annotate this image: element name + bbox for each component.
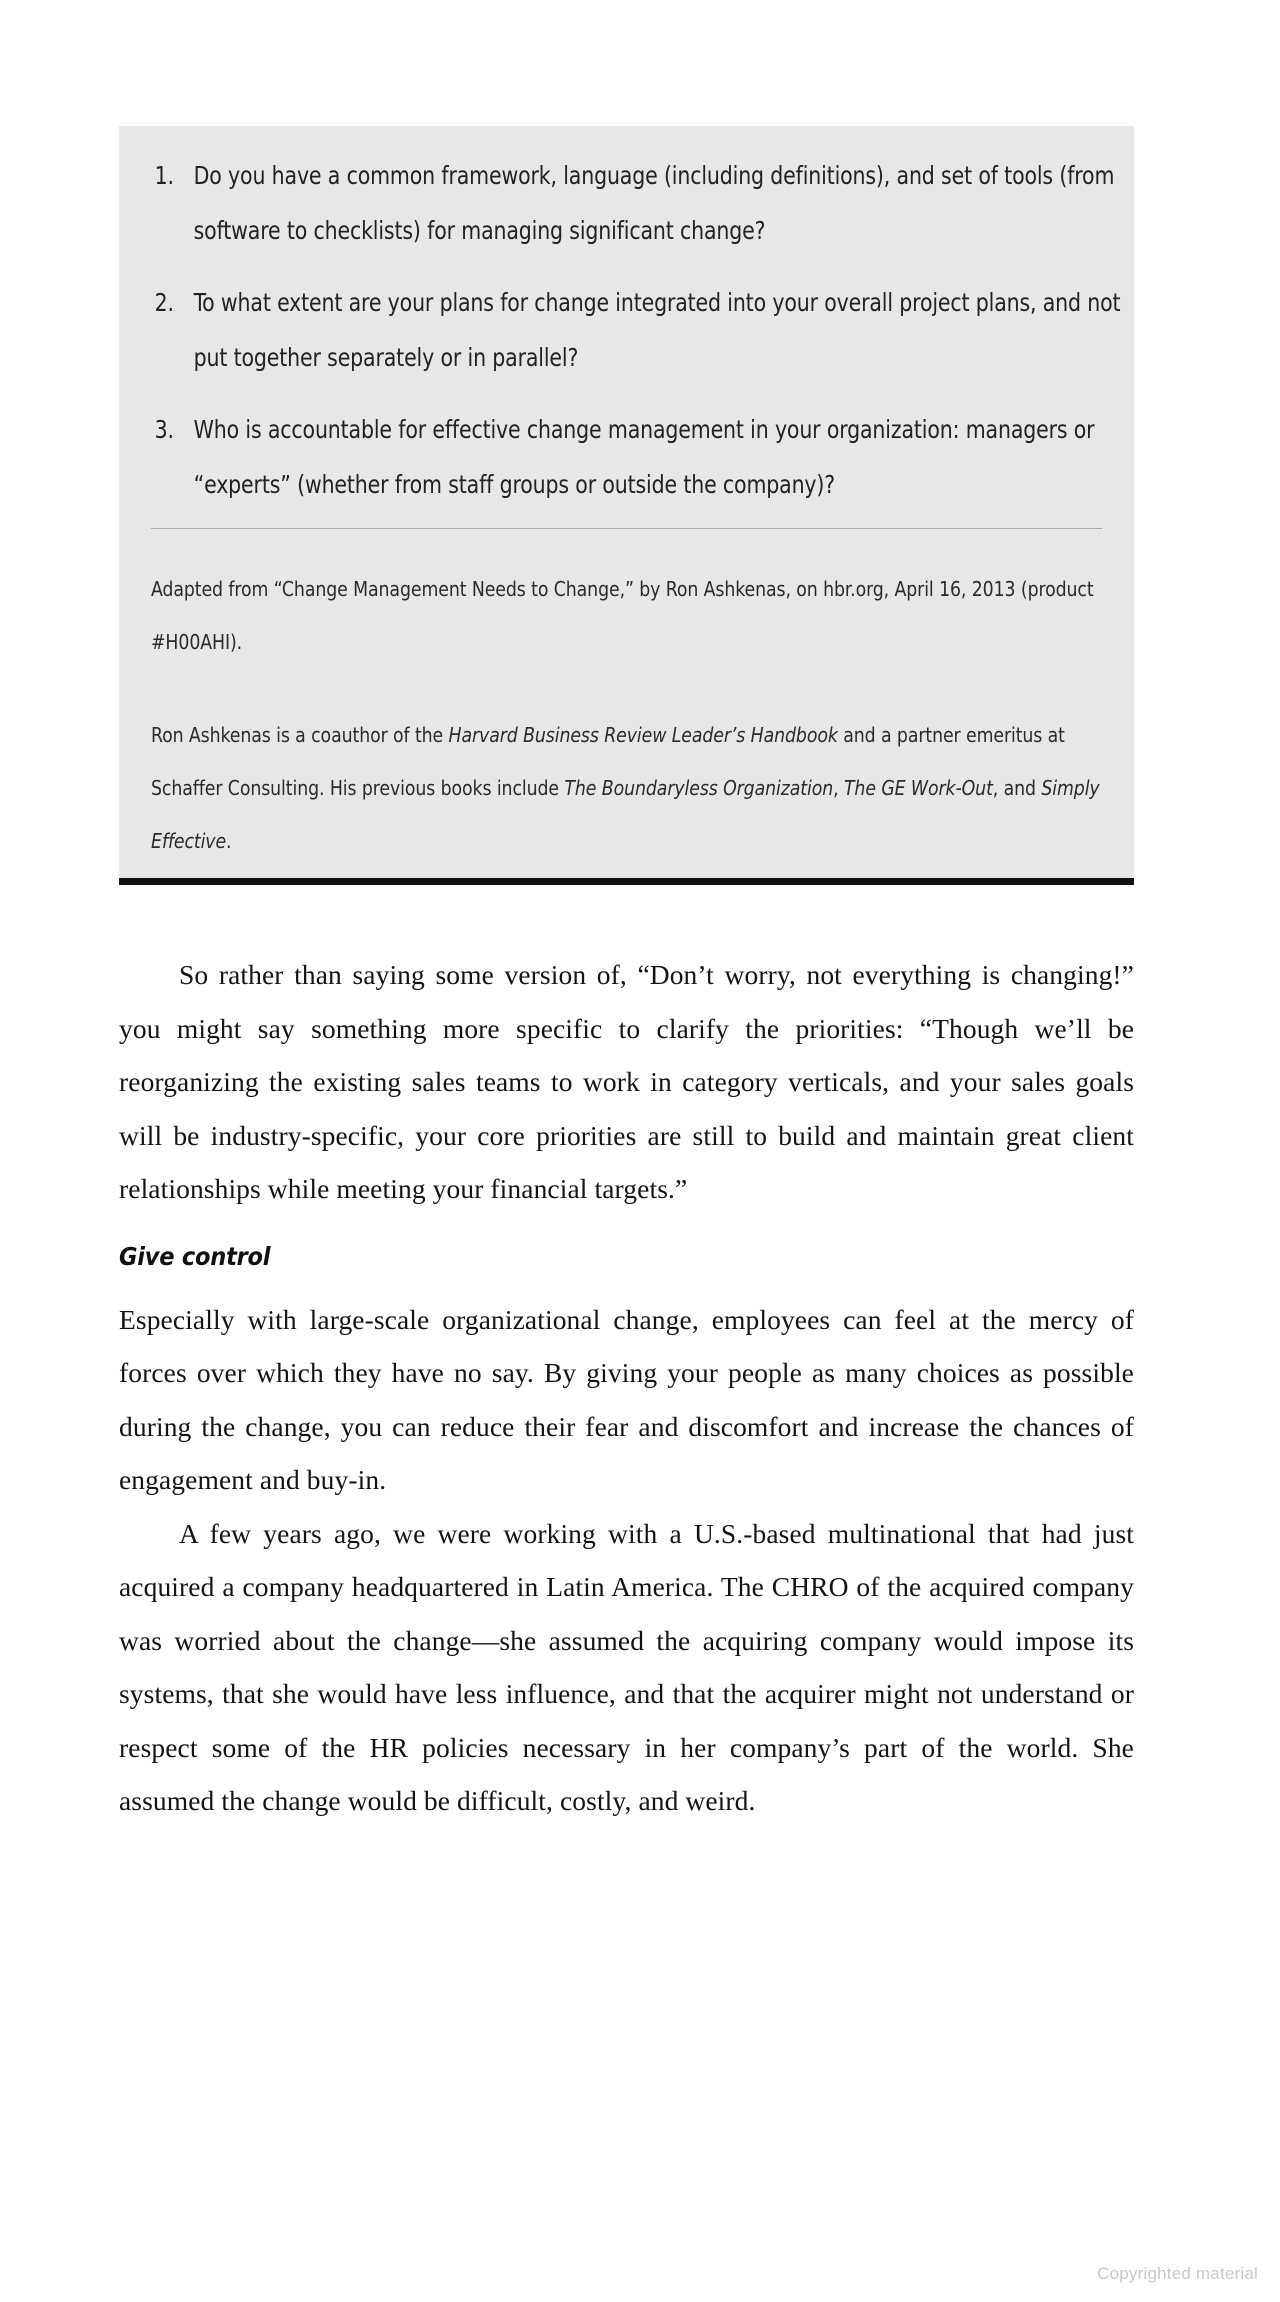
body-paragraph-3: A few years ago, we were working with a U.S.-based multinational that had just acquired a company headquartered in Latin America. The CHRO of the acquired company was worried about the change—she assumed the acquiring company would impose its systems, that she would have less influence, and that the acquirer might not understand or respect some of the HR policies necessary in her company’s part of the world. She assumed the change would be difficult, costly, and weird. — [119, 1517, 1134, 1816]
list-item-text: Who is accountable for effective change management in your organization: managers or “experts” (whether from staff groups or outside the company)? — [193, 415, 1095, 499]
list-item — [149, 402, 1148, 512]
book-title-leaders-handbook: Harvard Business Review Leader’s Handbook — [448, 723, 838, 747]
callout-question-list — [149, 148, 1121, 512]
body-content — [119, 948, 1134, 1828]
list-item-number: 1. — [154, 161, 174, 190]
source-attribution-text: Adapted from “Change Management Needs to Change,” by Ron Ashkenas, on hbr.org, April 16, 2013 (product #H00AHI). — [151, 577, 1094, 654]
copyright-notice: Copyrighted material — [1097, 2264, 1258, 2283]
callout-bottom-rule — [119, 878, 1134, 885]
body-paragraph-2: Especially with large-scale organizational change, employees can feel at the mercy of forces over which they have no say. By giving your people as many choices as possible during the change, you can reduce their fear and discomfort and increase the chances of engagement and buy-in. — [119, 1303, 1134, 1495]
list-item — [149, 275, 1148, 385]
list-item — [149, 148, 1148, 258]
bio-text-part4: , and — [992, 776, 1042, 800]
list-item-number: 3. — [154, 415, 174, 444]
book-title-simply-effective: Simply Effective — [151, 776, 1100, 853]
bio-text-part2: and a partner emeritus at Schaffer Consulting. His previous books include — [151, 723, 1065, 800]
book-title-ge-work-out: The GE Work-Out — [843, 776, 993, 800]
source-attribution — [151, 563, 1106, 669]
list-item-text: To what extent are your plans for change integrated into your overall project plans, and not put together separately or in parallel? — [193, 288, 1121, 372]
list-item-text: Do you have a common framework, language (including definitions), and set of tools (from software to checklists) for managing significant change? — [193, 161, 1115, 245]
callout-divider — [151, 528, 1102, 529]
bio-text-part1: Ron Ashkenas is a coauthor of the — [151, 723, 449, 747]
section-heading-give-control: Give control — [119, 1241, 271, 1271]
bio-text-part5: . — [226, 829, 232, 853]
body-paragraph-1: So rather than saying some version of, “Don’t worry, not everything is changing!” you might say something more specific to clarify the priorities: “Though we’ll be reorganizing the existing sales teams to work in category verticals, and your sales goals will be industry-specific, your core priorities are still to build and maintain great client relationships while meeting your financial targets.” — [119, 959, 1134, 1204]
book-title-boundaryless-organization: The Boundaryless Organization — [564, 776, 834, 800]
author-bio — [151, 709, 1106, 868]
callout-box — [119, 126, 1134, 878]
bio-text-part3: , — [833, 776, 844, 800]
list-item-number: 2. — [154, 288, 174, 317]
